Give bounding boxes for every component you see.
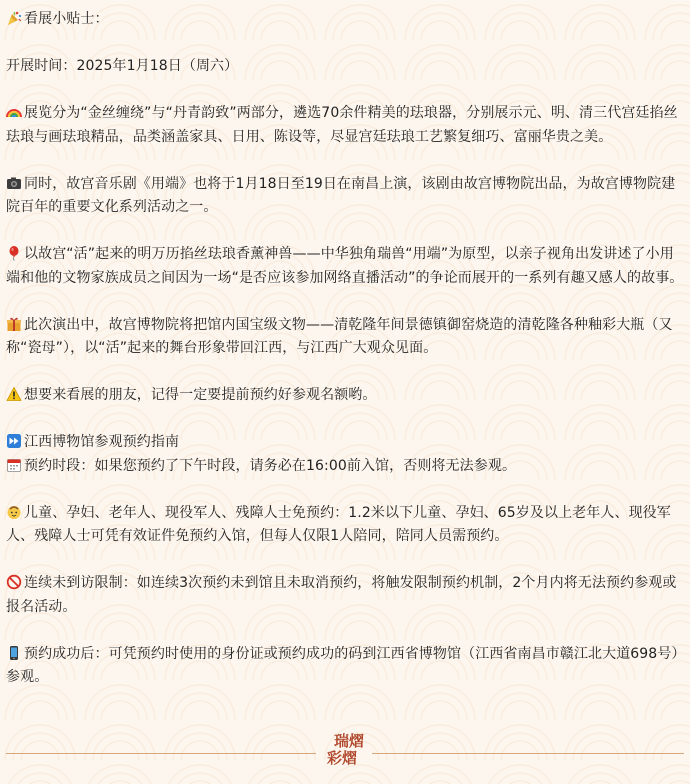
- guide-title-text: 江西博物馆参观预约指南: [24, 434, 180, 450]
- footer-divider: [0, 733, 690, 773]
- free-entry-text: 儿童、孕妇、老年人、现役军人、残障人士免预约：1.2米以下儿童、孕妇、65岁及以上老年人、现役军人、残障人士可凭有效证件免预约入馆，但每人仅限1人陪同，陪同人员需预约。: [6, 504, 671, 544]
- logo-line-bottom: 彩熠: [326, 749, 357, 767]
- warning-paragraph: [6, 384, 684, 408]
- exhibit-text: 展览分为“金丝缠绕”与“丹青韵致”两部分，遴选70余件精美的珐琅器，分别展示元、明、清三代宫廷掐丝珐琅与画珐琅精品，品类涵盖家具、日用、陈设等，尽显宫廷珐琅工艺繁复细巧、富丽华贵之美。: [6, 105, 678, 145]
- gift-icon: [6, 316, 22, 332]
- mobile-phone-icon: [6, 645, 22, 661]
- rainbow-icon: [6, 104, 22, 120]
- brand-logo: [325, 733, 365, 773]
- article-body: [6, 8, 684, 690]
- show-text: 此次演出中，故宫博物院将把馆内国宝级文物——清乾隆年间景德镇御窑烧造的清乾隆各种釉彩大瓶（又称“瓷母”），以“活”起来的舞台形象带回江西，与江西广大观众见面。: [6, 316, 673, 356]
- divider-line-right: [372, 753, 684, 754]
- music-text: 同时，故宫音乐剧《用端》也将于1月18日至19日在南昌上演，该剧由故宫博物院出品，为故宫博物院建院百年的重要文化系列活动之一。: [6, 175, 676, 215]
- warning-icon: [6, 386, 22, 402]
- logo-line-top: 瑞熠: [333, 732, 364, 750]
- appointment-time: [6, 455, 684, 479]
- balloon-icon: [6, 245, 22, 261]
- divider-line-left: [6, 753, 316, 754]
- free-entry-paragraph: [6, 502, 684, 549]
- story-paragraph: [6, 243, 684, 290]
- baby-face-icon: [6, 504, 22, 520]
- calendar-icon: [6, 457, 22, 473]
- success-paragraph: [6, 643, 684, 690]
- limit-text: 连续未到访限制：如连续3次预约未到馆且未取消预约，将触发限制预约机制，2个月内将无法预约参观或报名活动。: [6, 575, 677, 615]
- fast-forward-icon: [6, 433, 22, 449]
- warning-text: 想要来看展的朋友，记得一定要提前预约好参观名额哟。: [24, 387, 377, 403]
- open-time: 开展时间：2025年1月18日（周六）: [6, 58, 239, 74]
- exhibit-paragraph: [6, 102, 684, 149]
- story-text: 以故宫“活”起来的明万历掐丝珐琅香薰神兽——中华独角瑞兽“用端”为原型，以亲子视角出发讲述了小用端和他的文物家族成员之间因为一场“是否应该参加网络直播活动”的争论而展开的一系列有趣又感人的故事。: [6, 246, 684, 286]
- camera-icon: [6, 175, 22, 191]
- limit-paragraph: [6, 572, 684, 619]
- party-popper-icon: [6, 10, 22, 26]
- success-text: 预约成功后：可凭预约时使用的身份证或预约成功的码到江西省博物馆（江西省南昌市赣江北大道698号）参观。: [6, 645, 679, 685]
- tips-heading: [6, 8, 684, 32]
- appointment-time-text: 预约时段：如果您预约了下午时段，请务必在16:00前入馆，否则将无法参观。: [24, 457, 517, 474]
- guide-title: [6, 431, 684, 455]
- show-paragraph: [6, 314, 684, 361]
- tips-heading-text: 看展小贴士：: [24, 11, 109, 27]
- no-entry-icon: [6, 574, 22, 590]
- music-paragraph: [6, 173, 684, 220]
